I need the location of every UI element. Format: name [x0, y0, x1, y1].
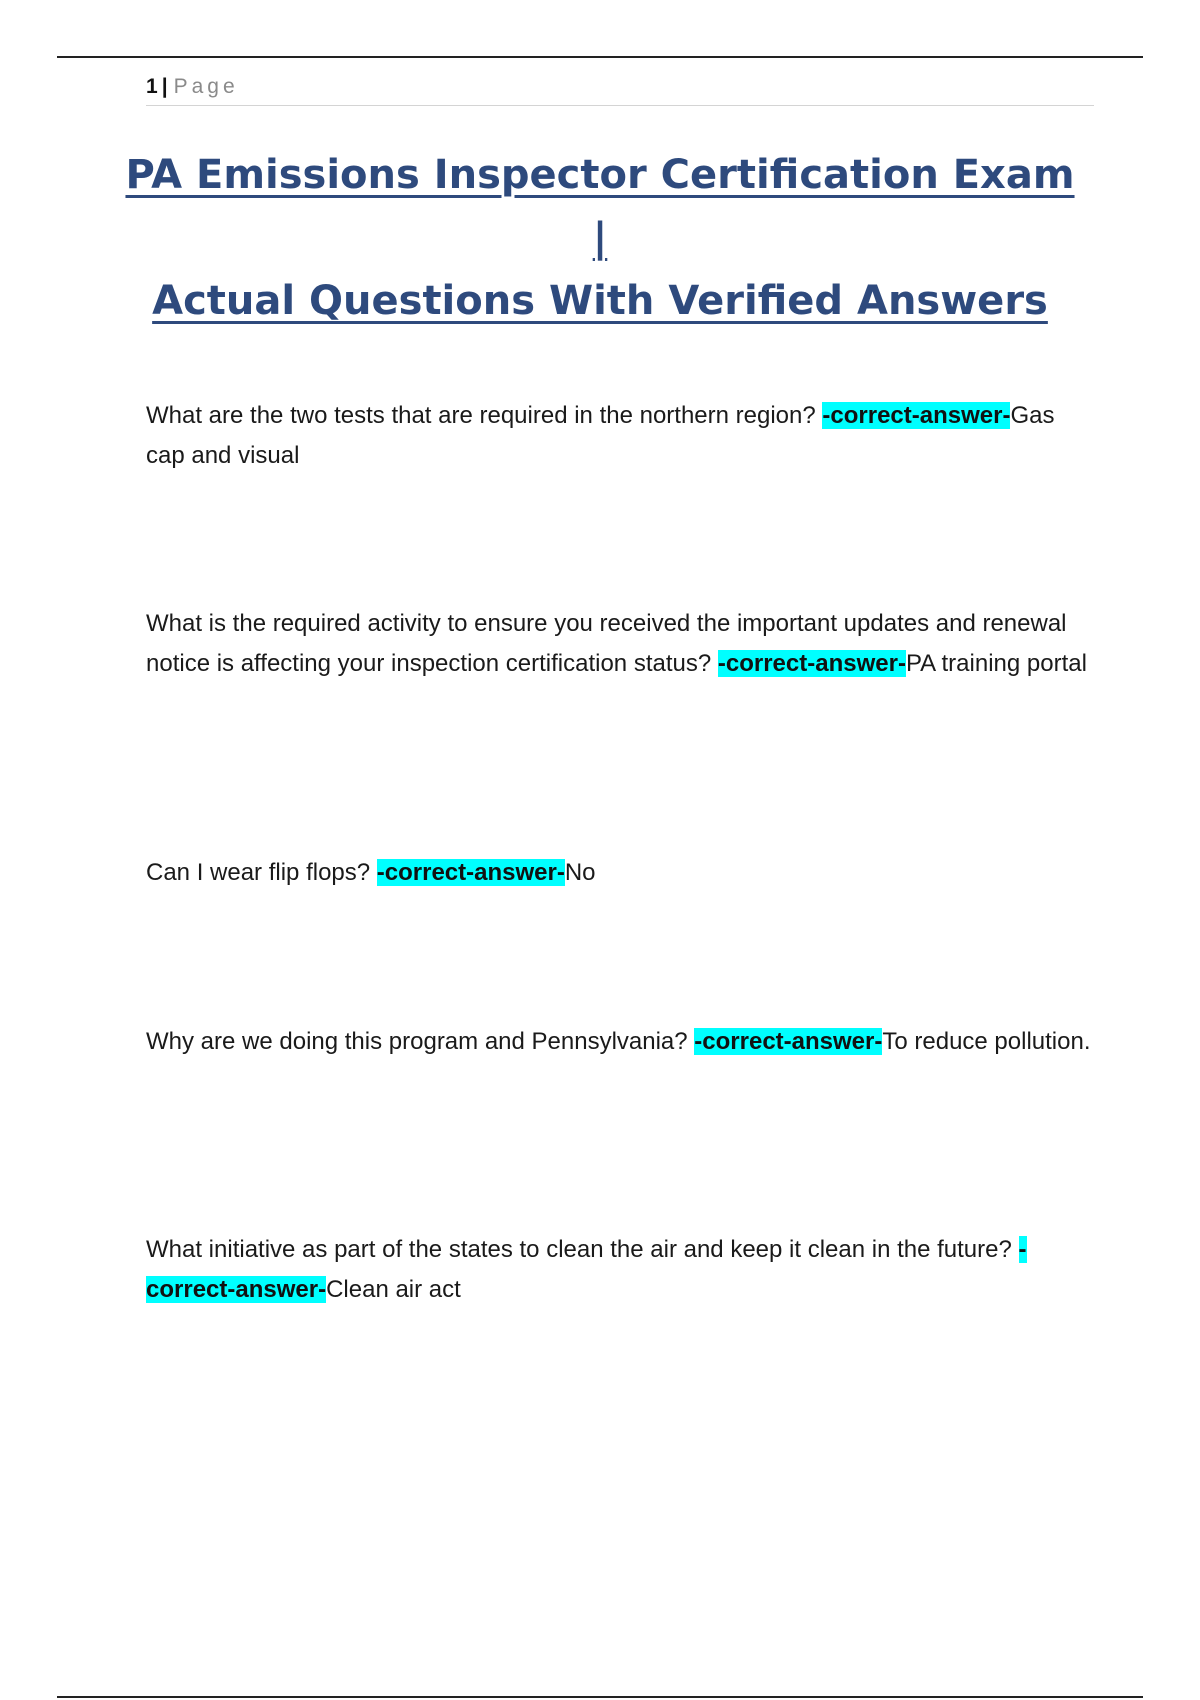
document-title-line-1: PA Emissions Inspector Certification Exam | — [125, 152, 1075, 261]
page-number: 1 — [146, 75, 158, 98]
qa-item — [146, 853, 1096, 893]
answer-text: To reduce pollution. — [882, 1028, 1091, 1055]
answer-text: PA training portal — [905, 650, 1087, 677]
document-title — [120, 144, 1080, 333]
answer-text: Clean air act — [326, 1276, 461, 1303]
correct-answer-marker: -correct-answer- — [146, 1236, 1027, 1303]
question-text: What initiative as part of the states to clean the air and keep it clean in the future? — [146, 1236, 1019, 1263]
page-header — [146, 73, 1094, 106]
qa-item — [146, 1230, 1096, 1310]
answer-text: Gas cap and visual — [146, 402, 1055, 469]
question-text: What are the two tests that are required in the northern region? — [146, 402, 823, 429]
qa-item — [146, 1022, 1096, 1062]
answer-text: No — [564, 859, 596, 886]
qa-item — [146, 604, 1096, 684]
question-text: Why are we doing this program and Pennsylvania? — [146, 1028, 695, 1055]
correct-answer-marker: -correct-answer- — [717, 650, 906, 677]
question-text: What is the required activity to ensure you received the important updates and renewal notice is affecting your inspection certification status? — [146, 610, 1067, 677]
correct-answer-marker: -correct-answer- — [694, 1028, 883, 1055]
qa-item — [146, 396, 1096, 476]
document-title-line-2: Actual Questions With Verified Answers — [152, 278, 1048, 324]
bottom-rule — [57, 1696, 1143, 1698]
page-number-separator: | — [161, 75, 168, 98]
question-text: Can I wear flip flops? — [146, 859, 377, 886]
top-rule — [57, 56, 1143, 58]
correct-answer-marker: -correct-answer- — [376, 859, 565, 886]
correct-answer-marker: -correct-answer- — [822, 402, 1011, 429]
page-label: Page — [173, 75, 239, 98]
